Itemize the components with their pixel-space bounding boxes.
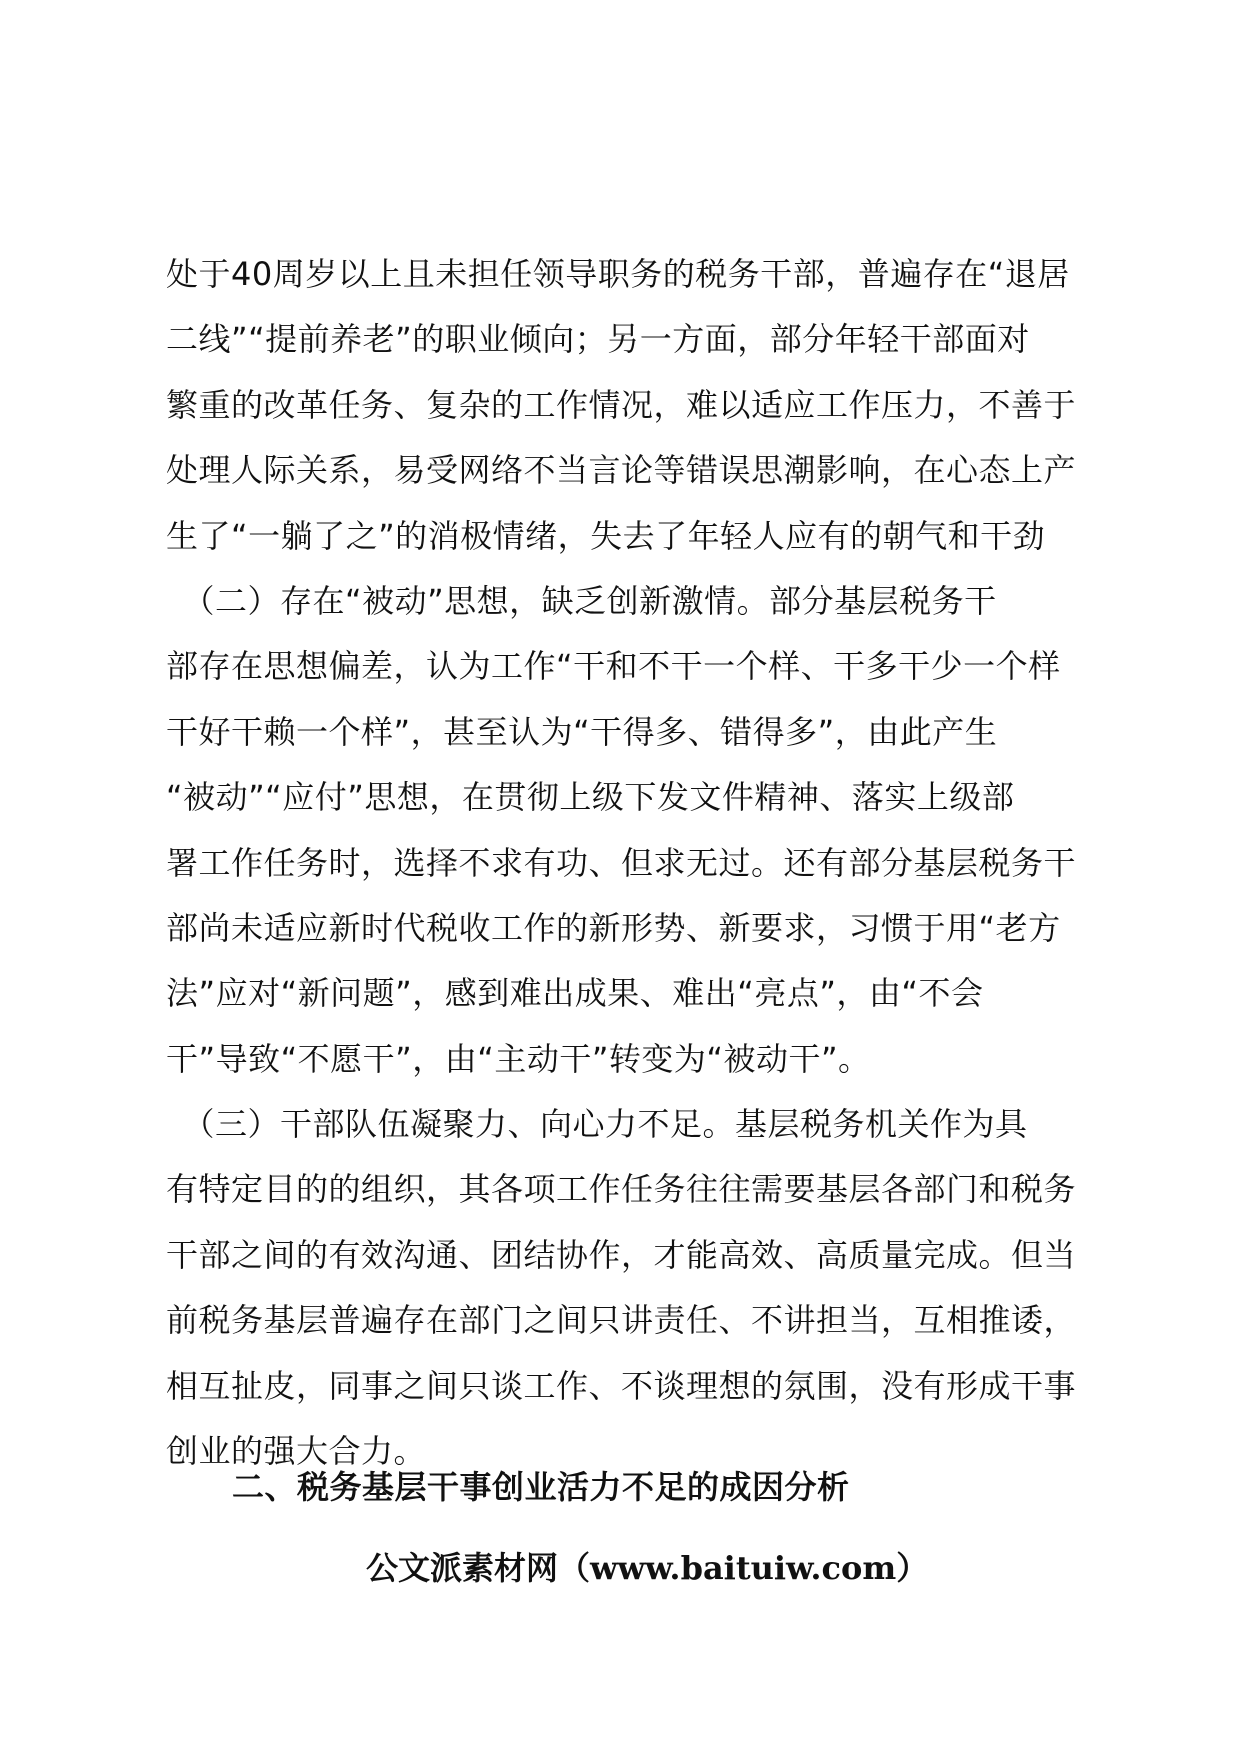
text-line: （三）干部队伍凝聚力、向心力不足。基层税务机关作为具 [166, 1105, 1028, 1144]
text-line: 部存在思想偏差，认为工作“干和不干一个样、干多干少一个样 [166, 647, 1061, 686]
text-line: 署工作任务时，选择不求有功、但求无过。还有部分基层税务干 [166, 843, 1077, 882]
text-line: （二）存在“被动”思想，缺乏创新激情。部分基层税务干 [166, 581, 997, 620]
text-line: 处于40周岁以上且未担任领导职务的税务干部，普遍存在“退居 [166, 255, 1070, 293]
text-line: 二线”“提前养老”的职业倾向；另一方面，部分年轻干部面对 [166, 320, 1030, 359]
text-line: 相互扯皮，同事之间只谈工作、不谈理想的氛围，没有形成干事 [166, 1366, 1077, 1405]
text-line: 处理人际关系，易受网络不当言论等错误思潮影响，在心态上产 [166, 451, 1077, 490]
text-line: 部尚未适应新时代税收工作的新形势、新要求，习惯于用“老方 [166, 908, 1061, 947]
text-line: 繁重的改革任务、复杂的工作情况，难以适应工作压力，不善于 [166, 385, 1077, 424]
text-line: 有特定目的的组织，其各项工作任务往往需要基层各部门和税务 [166, 1170, 1077, 1209]
text-line: 创业的强大合力。 [166, 1432, 427, 1471]
text-line: 干好干赖一个样”，甚至认为“干得多、错得多”，由此产生 [166, 712, 998, 751]
text-line: 生了“一躺了之”的消极情绪，失去了年轻人应有的朝气和干劲 [166, 516, 1046, 555]
text-line: 前税务基层普遍存在部门之间只讲责任、不讲担当，互相推诿， [166, 1301, 1077, 1340]
text-line: 干”导致“不愿干”，由“主动干”转变为“被动干”。 [166, 1039, 871, 1078]
body-text [166, 242, 1106, 1484]
text-line: 法”应对“新问题”，感到难出成果、难出“亮点”，由“不会 [166, 974, 984, 1013]
text-line: “被动”“应付”思想，在贯彻上级下发文件精神、落实上级部 [166, 778, 1015, 817]
watermark-text: 公文派素材网（www.baituiw.com） [366, 1549, 929, 1587]
section-heading: 二、税务基层干事创业活力不足的成因分析 [232, 1468, 850, 1506]
text-line: 干部之间的有效沟通、团结协作，才能高效、高质量完成。但当 [166, 1235, 1077, 1274]
